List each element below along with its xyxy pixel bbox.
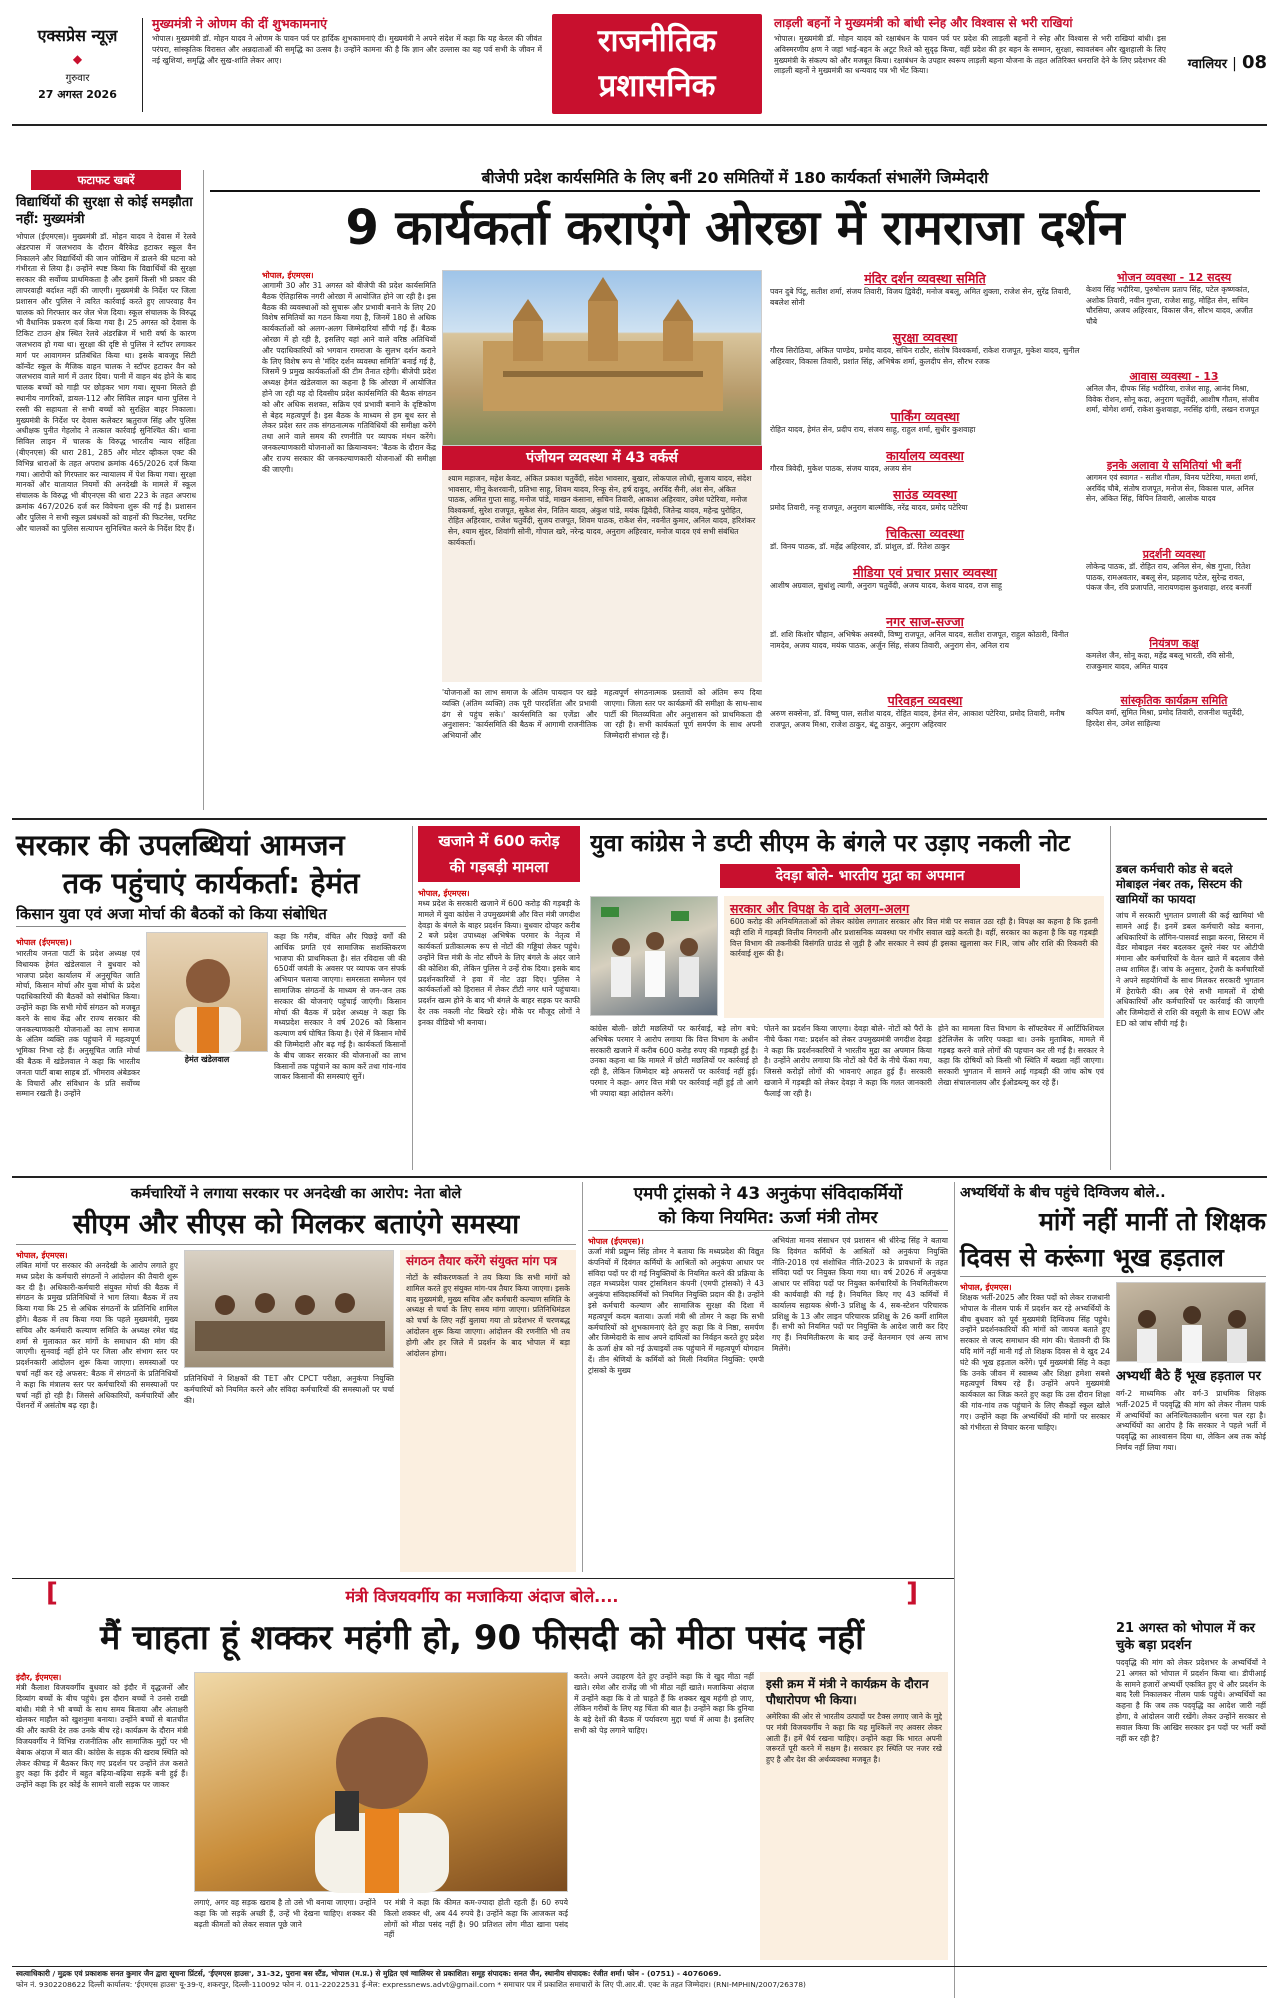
- media-title: मीडिया एवं प्रचार प्रसार व्यवस्था: [852, 565, 998, 580]
- khajane-label-2: की गड़बड़ी मामला: [449, 858, 549, 876]
- karmachari-joint-demand-box: [400, 1250, 576, 1572]
- mandir-title: मंदिर दर्शन व्यवस्था समिति: [864, 271, 986, 286]
- fatafat-body: भोपाल (ईएमएस)। मुख्यमंत्री डॉ. मोहन यादव ने देवास में रेलवे अंडरपास में जलभराव के दौरान बैरिकेड हटाकर स्कूल वैन निकालने और विद्यार्थियों की जान जोखिम में डालने की घटना को गंभीरता से लिया है। उन्होंने स्पष्ट किया कि विद्यार्थियों की सुरक्षा सरकार की सर्वोच्च प्राथमिकता है और इसमें किसी भी प्रकार की लापरवाही बर्दाश्त नहीं की जाएगी। मुख्यमंत्री के निर्देश पर जिला प्रशासन और पुलिस ने त्वरित कार्रवाई करते हुए लापरवाह वैन चालक को गिरफ्तार कर जेल भेज दिया। स्कूल संचालक के विरुद्ध भी वैधानिक प्रकरण दर्ज किया गया है। 25 अगस्त को देवास के टिकिट टाउन क्षेत्र स्थित रेलवे अंडरब्रिज में भारी वर्षा के कारण जलभराव हो गया था। सुरक्षा की दृष्टि से पुलिस ने स्टॉपर लगाकर मार्ग पर आवागमन प्रतिबंधित किया था। इसके बावजूद सिटी कॉन्वेंट स्कूल के मैजिक वाहन चालक ने स्टॉपर हटाकर वैन को जलभराव वाले मार्ग में उतार दिया। पानी में वाहन बंद होने के बाद चालक बच्चों को गाड़ी पर छोड़कर भाग गया। सूचना मिलते ही स्थानीय नागरिकों, डायल-112 और सिविल लाइन थाना पुलिस ने रस्सी की सहायता से सभी बच्चों को सुरक्षित बाहर निकाला। मुख्यमंत्री के निर्देश पर देवास कलेक्टर ऋतुराज सिंह और पुलिस अधीक्षक पुनीत गेहलोद ने तत्काल कार्रवाई सुनिश्चित की। थाना सिविल लाइन में चालक के विरुद्ध भारतीय न्याय संहिता (बीएनएस) की धारा 281, 285 और मोटर व्हीकल एक्ट की विभिन्न धाराओं के तहत अपराध क्रमांक 465/2026 दर्ज किया गया। आरोपी को गिरफ्तार कर न्यायालय में पेश किया गया। सुरक्षा मानकों और यातायात नियमों की अनदेखी के मामले में स्कूल संचालक के विरुद्ध भी बीएनएस की धारा 223 के तहत अपराध क्रमांक 467/2026 दर्ज कर विवेचना शुरू की गई है। प्रशासन और पुलिस ने सभी स्कूल प्रबंधकों को वाहनों की फिटनेस, परमिट और चालकों का पुलिस सत्यापन सुनिश्चित करने के निर्देश दिए हैं।: [16, 232, 196, 533]
- person-portrait: [147, 933, 269, 1053]
- congress-claims-box: [724, 896, 1104, 1018]
- digvijay-headline-1: मांगें नहीं मानीं तो शिक्षक: [1038, 1207, 1266, 1236]
- karmachari-body: लंबित मांगों पर सरकार की अनदेखी के आरोप लगाते हुए मध्य प्रदेश के कर्मचारी संगठनों ने आंदोलन की तैयारी शुरू कर दी है। अधिकारी-कर्मचारी संयुक्त मोर्चा की बैठक में संगठन के प्रमुख प्रतिनिधियों ने भाग लिया। बैठक में तय किया गया कि 25 से अधिक संगठनों के प्रतिनिधि शामिल होंगे। बैठक में तय किया गया कि पहले मुख्यमंत्री, मुख्य सचिव और कर्मचारी कल्याण समिति के अध्यक्ष रमेश चंद्र शर्मा से मुलाकात कर मांगों के समाधान की मांग की जाएगी। सुनवाई नहीं होने पर जिला और संभाग स्तर पर प्रदर्शनकारी आंदोलन शुरू किया जाएगा। समस्याओं पर चर्चा नहीं कर रहे अफसर: बैठक में संगठनों के प्रतिनिधियों ने कहा कि मंत्रालय स्तर पर कर्मचारियों की समस्याओं पर चर्चा नहीं हो रही है। जिससे अधिकारियों, कर्मचारियों और पेंशनरों में असंतोष बढ़ रहा है।: [16, 1261, 178, 1411]
- karmachari-box-title: संगठन तैयार करेंगे संयुक्त मांग पत्र: [406, 1254, 557, 1268]
- speaker-portrait: [195, 1673, 569, 1893]
- digvijay-col1: [960, 1282, 1110, 1892]
- karmachari-headline: सीएम और सीएस को मिलकर बताएंगे समस्या: [16, 1206, 576, 1245]
- committees-middle: [770, 270, 1080, 810]
- vijayvargiya-photo: [194, 1672, 568, 1892]
- congress-box-body: 600 करोड़ की अनियमितताओं को लेकर कांग्रेस लगातार सरकार और वित्त मंत्री पर सवाल उठा रही है। विपक्ष का कहना है कि इतनी बड़ी राशि में गड़बड़ी वित्तीय निगरानी और प्रशासनिक व्यवस्था पर गंभीर सवाल खड़े करती है। वहीं, सरकार का कहना है कि यह गड़बड़ी वित्त विभाग की तकनीकी विसंगति ग्राउंड से जुड़ी है और सरकार ने स्वयं ही इसका खुलासा कर FIR, जांच और राशि की रिकवरी की कार्रवाई शुरू की है।: [730, 917, 1098, 959]
- lead-col1-body: आगामी 30 और 31 अगस्त को बीजेपी की प्रदेश कार्यसमिति बैठक ऐतिहासिक नगरी ओरछा में आयोजित होने जा रही है। इस बैठक की व्यवस्थाओं को सुचारू और प्रभावी बनाने के लिए 20 विशेष समितियों का गठन किया गया है, जिनमें 180 से अधिक कार्यकर्ताओं को अलग-अलग जिम्मेदारियां सौंपी गई हैं। बैठक ओरछा में हो रही है, इसलिए यहां आने वाले वरिष्ठ अतिथियों और पदाधिकारियों को भगवान रामराजा के सुलभ दर्शन कराने के लिए विशेष रूप से 'मंदिर दर्शन व्यवस्था समिति' बनाई गई है, जिसमें 9 प्रमुख कार्यकर्ताओं की टीम तैनात रहेगी। बीजेपी प्रदेश अध्यक्ष हेमंत खंडेलवाल का कहना है कि ओरछा में आयोजित होने जा रही यह दो दिवसीय प्रदेश कार्यसमिति की बैठक संगठन को और अधिक सशक्त, सक्रिय एवं प्रभावी बनाने के दृष्टिकोण से बेहद महत्वपूर्ण है। इस बैठक के माध्यम से हम बूथ स्तर से लेकर प्रदेश स्तर तक संगठनात्मक गतिविधियों की समीक्षा करेंगे तथा आने वाले समय की रणनीति पर व्यापक मंथन करेंगे। जनकल्याणकारी योजनाओं का क्रियान्वयन: 'बैठक के दौरान केंद्र और राज्य सरकार की जनकल्याणकारी योजनाओं की समीक्षा की जाएगी।: [262, 281, 436, 474]
- bhojan-body: केशव सिंह भदौरिया, पुरुषोत्तम प्रताप सिंह, पटेल कृष्णकांत, अशोक तिवारी, नवीन गुप्ता, राजेश साहू, मोहित सेन, सचिन चौरसिया, अजय अहिरवार, विकास जैन, सौरभ यादव, अजीत चौबे: [1086, 285, 1253, 326]
- hemant-body-2: कहा कि गरीब, वंचित और पिछड़े वर्गों की आर्थिक प्रगति एवं सामाजिक सशक्तिकरण भाजपा की प्राथमिकता है। संत रविदास जी की 650वीं जयंती के अवसर पर व्यापक जन संपर्क अभियान चलाया जाएगा। समरसता सम्मेलन एवं सामाजिक संगठनों के माध्यम से जन-जन तक सरकार की योजनाएं पहुंचाई जाएंगी। किसान मोर्चा की बैठक में प्रदेश अध्यक्ष ने कहा कि मध्यप्रदेश सरकार ने वर्ष 2026 को किसान कल्याण वर्ष घोषित किया है। ऐसे में किसान मोर्चे की जिम्मेदारी और बढ़ गई है। कार्यकर्ता किसानों के बीच जाकर सरकार की योजनाओं का लाभ किसानों तक पहुंचाने का काम करें तथा गांव-गांव जाकर किसानों की समस्याएं सुनें।: [274, 932, 406, 1082]
- sanskritik-body: कपिल वर्मा, सुमित मिश्रा, प्रमोद तिवारी, राजनीश चतुर्वेदी, हिरदेश सेन, उमेश साहिल्या: [1086, 708, 1245, 728]
- karmachari-box-body: नोटों के स्वीकरणकर्ता ने तय किया कि सभी मांगों को शामिल करते हुए संयुक्त मांग-पत्र तैयार किया जाएगा। इसके बाद मुख्यमंत्री, मुख्य सचिव और कर्मचारी कल्याण समिति के अध्यक्ष से चर्चा के लिए समय मांगा जाएगा। प्रतिनिधिमंडल को चर्चा के लिए नहीं बुलाया गया तो प्रदेशभर में चरणबद्ध आंदोलन शुरू किया जाएगा। आंदोलन की रणनीति भी तय होगी और हर जिले में प्रदर्शन के बाद भोपाल में बड़ा आंदोलन होगा।: [406, 1273, 570, 1358]
- digvijay-dateline: भोपाल, ईएमएस।: [960, 1283, 1012, 1292]
- digvijay-protest-photo: [1116, 1282, 1266, 1362]
- vijay-headline: मैं चाहता हूं शक्कर महंगी हो, 90 फीसदी को मीठा पसंद नहीं: [100, 1618, 864, 1658]
- double-code-story: [1116, 862, 1264, 1170]
- double-code-body: जांच में सरकारी भुगतान प्रणाली की कई खामियां भी सामने आई हैं। इनमें डबल कर्मचारी कोड बनाना, अधिकारियों के लॉगिन-पासवर्ड साझा करना, सिस्टम में वेंडर मोबाइल नंबर बदलकर दूसरे नंबर पर ओटीपी मंगाना और कर्मचारियों के वेतन खाते में बदलाव जैसे तथ्य शामिल हैं। जांच के अनुसार, ट्रेजरी के कर्मचारियों ने अपने सहयोगियों के साथ मिलकर सरकारी भुगतान में हेराफेरी की। अब ऐसे सभी मामलों में दोषी अधिकारियों और कर्मचारियों पर कार्रवाई की जाएगी और जिम्मेदारों से राशि की वसूली के साथ EOW और ED को जांच सौंपी गई है।: [1116, 911, 1264, 1028]
- protest-photo: [590, 896, 718, 1016]
- hunger-strike-title: अभ्यर्थी बैठे हैं भूख हड़ताल पर: [1116, 1369, 1261, 1384]
- congress-band: देवड़ा बोले- भारतीय मुद्रा का अपमान: [720, 864, 1020, 888]
- footer-imprint: [16, 1968, 1264, 2004]
- sound-title: साउंड व्यवस्था: [893, 487, 957, 502]
- karmachari-photo-caption: प्रतिनिधियों ने शिक्षकों की TET और CPCT परीक्षा, अनुकंपा नियुक्ति कर्मचारियों को नियमित करने और संविदा कर्मचारियों की समस्याओं पर चर्चा की।: [184, 1374, 394, 1405]
- digvijay-story: [960, 1182, 1266, 1992]
- chikitsa-body: डॉ. विनय पाठक, डॉ. महेंद्र अहिरवार, डॉ. प्रांशुल, डॉ. रितेश ठाकुर: [770, 542, 950, 551]
- hemant-photo-name: हेमंत खंडेलवाल: [184, 1055, 230, 1064]
- lead-headline: 9 कार्यकर्ता कराएंगे ओरछा में रामराजा दर्शन: [345, 200, 1125, 256]
- mptransco-body: ऊर्जा मंत्री प्रद्युम्न सिंह तोमर ने बताया कि मध्यप्रदेश की विद्युत कंपनियों में दिवंगत कर्मियों के आश्रितों को अनुकंपा आधार पर संविदा पदों पर दी गई नियुक्तियों के नियमित करने की प्रक्रिया के तहत मध्यप्रदेश पावर ट्रांसमिशन कंपनी (एमपी ट्रांसको) ने 43 अनुकंपा संविदाकर्मियों को नियमित नियुक्ति प्रदान की है। उन्होंने इसे कर्मचारी कल्याण और सामाजिक सुरक्षा की दिशा में महत्वपूर्ण कदम बताया। ऊर्जा मंत्री श्री तोमर ने कहा कि सभी कर्मचारियों को शुभकामनाएं देते हुए कहा कि वे निष्ठा, समर्पण और जिम्मेदारी के साथ अपने दायित्वों का निर्वहन करते हुए प्रदेश के ऊर्जा क्षेत्र को नई ऊंचाइयों तक पहुंचाने में महत्वपूर्ण योगदान दें। तीन श्रेणियों के कर्मियों को मिली नियमित नियुक्ति: एमपी ट्रांसको के मुख्य: [588, 1247, 764, 1375]
- anya-body: आगमन एवं स्वागत - सतीश गौतम, विनय पटेरिया, ममता शर्मा, अरविंद चौबे, संतोष राजपूत, मनोज सेन, विकास पाल, अनिल सेन, अंकित सिंह, विपिन तिवारी, आलोक यादव: [1086, 473, 1258, 504]
- chikitsa-title: चिकित्सा व्यवस्था: [886, 526, 964, 541]
- mptransco-col1: [588, 1236, 764, 1572]
- issue-date: 27 अगस्त 2026: [38, 88, 117, 101]
- bhopal-protest-body: पदवृद्धि की मांग को लेकर प्रदेशभर के अभ्यर्थियों ने 21 अगस्त को भोपाल में प्रदर्शन किया था। डीपीआई के सामने हजारों अभ्यर्थी एकत्रित हुए थे और प्रदर्शन के बाद रैली निकालकर नीलम पार्क पहुंचे। अभ्यर्थियों का कहना है कि जब तक पदवृद्धि का आदेश जारी नहीं होगा, वे आंदोलन जारी रखेंगे। लेकर उन्होंने सरकार से सवाल किया कि आखिर सरकार इन पदों पर भर्ती क्यों नहीं कर रही है?: [1116, 1658, 1266, 1743]
- sanskritik-title: सांस्कृतिक कार्यक्रम समिति: [1120, 694, 1228, 707]
- bhopal-protest-title: 21 अगस्त को भोपाल में कर चुके बड़ा प्रदर्शन: [1116, 1621, 1255, 1653]
- temple-illustration: [443, 271, 763, 447]
- mandir-body: पवन दुबे पिंटू, सतीश शर्मा, संजय तिवारी, विजय द्विवेदी, मनोज बबलू, अमित शुक्ला, राजेश सेन, सुरेंद्र तिवारी, बबलेश सोनी: [770, 287, 1072, 307]
- digvijay-kicker: अभ्यर्थियों के बीच पहुंचे दिग्विजय बोले..: [960, 1185, 1166, 1201]
- parking-body: रोहित यादव, हेमंत सेन, प्रदीप राय, संजय साहू, राहुल शर्मा, सुधीर कुशवाहा: [770, 425, 976, 434]
- karmachari-col1: [16, 1250, 178, 1572]
- top-right-story: [774, 16, 1166, 112]
- vijay-body-2: लगाएं, अगर वह सड़क खराब है तो उसे भी बनाया जाएगा। उन्होंने कहा कि जो सड़कें अच्छी हैं, उन्हें भी देखना चाहिए। शक्कर की बढ़ती कीमतों को लेकर सवाल पूछे जाने: [194, 1898, 376, 1929]
- hemant-subhead: किसान युवा एवं अजा मोर्चा की बैठकों को किया संबोधित: [16, 902, 406, 927]
- congress-col2: पोतने का प्रदर्शन किया जाएगा। देवड़ा बोले- नोटों को पैरों के नीचे फेंका गया: प्रदर्शन को लेकर उपमुख्यमंत्री जगदीश देवड़ा ने कहा कि प्रदर्शनकारियों ने भारतीय मुद्रा का अपमान किया है। उन्होंने आरोप लगाया कि नोटों को पैरों के नीचे फेंका गया, जिससे करोड़ों लोगों की भावनाएं आहत हुई हैं। सरकारी खजाने में गड़बड़ी को लेकर देवड़ा ने कहा कि गलत जानकारी फैलाई जा रही है।: [764, 1024, 932, 1098]
- khajane-label: [418, 826, 580, 882]
- lead-dateline: भोपाल, ईएमएस।: [262, 271, 314, 280]
- fatafat-headline: विद्यार्थियों की सुरक्षा से कोई समझौता नहीं: मुख्यमंत्री: [16, 195, 193, 227]
- anya-title: इनके अलावा ये समितियां भी बनीं: [1106, 459, 1242, 472]
- city-name: ग्वालियर: [1187, 57, 1228, 72]
- bracket-left: [: [46, 1578, 58, 1608]
- meeting-illustration: [185, 1251, 395, 1369]
- parking-title: पार्किंग व्यवस्था: [890, 409, 960, 424]
- vijay-body-1: मंत्री कैलाश विजयवर्गीय बुधवार को इंदौर में वृद्धजनों और दिव्यांग बच्चों के बीच पहुंचे। इस दौरान बच्चों ने उनसे राखी बांधी। मंत्री ने भी बच्चों के साथ समय बिताया और अंताक्षरी खेलकर माहौल को खुशनुमा बनाया। उन्होंने बच्चों से बातचीत की और काफी देर तक उनके बीच रहे। कार्यक्रम के दौरान मंत्री विजयवर्गीय ने विभिन्न राजनीतिक और सामाजिक मुद्दों पर भी बेबाक अंदाज में बात की। कांग्रेस के सड़क की खराब स्थिति को लेकर कीचड़ में बैठकर किए गए प्रदर्शन पर उन्होंने तंज कसते हुए कहा कि इंदौर में बहुत बढ़िया-बढ़िया सड़कें बनी हुई हैं। उन्होंने कहा कि हर कोई के सामने वाली सड़क पर जाकर: [16, 1683, 188, 1790]
- niyantran-body: कमलेश जैन, सोनू कदा, महेंद्र बबलू भारती, रवि सोनी, राजकुमार यादव, अमित यादव: [1086, 651, 1235, 671]
- khajane-dateline: भोपाल, ईएमएस।: [418, 889, 470, 898]
- parivahan-title: परिवहन व्यवस्था: [887, 693, 963, 708]
- pradarshani-body: लोकेन्द्र पाठक, डॉ. रोहित राय, अनिल सेन, श्रेष्ठ गुप्ता, रितेश पाठक, रामअवतार, बबलू सेन, प्रहलाद पटेल, सुरेन्द्र रावत, पंकज जैन, रवि प्रजापति, नारायणदास कुशवाहा, शरद बनर्जी: [1086, 562, 1252, 593]
- khajane-story: [418, 888, 580, 1170]
- niyantran-title: नियंत्रण कक्ष: [1149, 637, 1199, 650]
- lead-kicker: बीजेपी प्रदेश कार्यसमिति के लिए बनीं 20 समितियों में 180 कार्यकर्ता संभालेंगे जिम्मेदारी: [210, 166, 1260, 192]
- digvijay-headline-2: दिवस से करूंगा भूख हड़ताल: [960, 1240, 1266, 1277]
- mptransco-story: [588, 1182, 948, 1572]
- lead-col3: महत्वपूर्ण संगठनात्मक प्रस्तावों को अंतिम रूप दिया जाएगा। जिला स्तर पर कार्यक्रमों की समीक्षा के साथ-साथ पार्टी की मितव्ययिता और अनुशासन को प्राथमिकता दी जा रही है। सभी कार्यकर्ता पूर्ण समर्पण के साथ अपनी जिम्मेदारी संभाल रहे हैं।: [604, 688, 762, 741]
- lead-col2: 'योजनाओं का लाभ समाज के अंतिम पायदान पर खड़े व्यक्ति (अंतिम व्यक्ति) तक पूरी पारदर्शिता और प्रभावी ढंग से पहुंच सके।' कार्यसमिति का एजेंडा और अनुशासन: 'कार्यसमिति की बैठक में आगामी राजनीतिक अभियानों और: [442, 688, 597, 741]
- hunger-strike-box: [1116, 1368, 1266, 1614]
- top-right-headline: लाड़ली बहनों ने मुख्यमंत्री को बांधी स्नेह और विश्वास से भरी राखियां: [774, 16, 1073, 30]
- panjiyan-list-box: [442, 470, 762, 682]
- bhojan-title: भोजन व्यवस्था - 12 सदस्य: [1116, 271, 1232, 284]
- media-body: आशीष अग्रवाल, सुधांशु त्यागी, अनुराग चतुर्वेदी, अजय यादव, केशव यादव, राज साहू: [770, 581, 1002, 590]
- pradarshani-title: प्रदर्शनी व्यवस्था: [1142, 548, 1206, 561]
- sound-body: प्रमोद तिवारी, नन्हू राजपूत, अनुराग बाल्मीकि, नरेंद्र यादव, प्रमोद पटेरिया: [770, 503, 968, 512]
- khajane-label-1: खजाने में 600 करोड़: [438, 832, 560, 850]
- panjiyan-caption: पंजीयन व्यवस्था में 43 वर्कर्स: [442, 446, 762, 470]
- hemant-body-1: भारतीय जनता पार्टी के प्रदेश अध्यक्ष एवं विधायक हेमंत खंडेलवाल ने बुधवार को भाजपा प्रदेश कार्यालय में अनुसूचित जाति मोर्चा, किसान मोर्चा और युवा मोर्चा के प्रदेश पदाधिकारियों की बैठकों को संबोधित किया। उन्होंने कहा कि सभी मोर्चे संगठन को मजबूत करने के साथ केंद्र और राज्य सरकार की जनकल्याणकारी योजनाओं का लाभ समाज के अंतिम व्यक्ति तक पहुंचाने में महत्वपूर्ण भूमिका निभा रहे हैं। अनुसूचित जाति मोर्चा की बैठक में खंडेलवाल ने कहा कि भारतीय जनता पार्टी बाबा साहब डॉ. भीमराव अंबेडकर के विचारों और संविधान के प्रति सर्वोच्च सम्मान रखती है। उन्होंने: [16, 949, 140, 1099]
- page-divider: |: [1232, 56, 1237, 72]
- lead-col1: [262, 270, 436, 810]
- orchha-temple-photo: [442, 270, 762, 446]
- page-number: 08: [1241, 52, 1267, 73]
- mptransco-headline-2: को किया नियमित: ऊर्जा मंत्री तोमर: [588, 1206, 948, 1231]
- hemant-headline-1: सरकार की उपलब्धियां आमजन: [16, 828, 345, 862]
- logo-diamond-icon: ◆: [72, 52, 83, 66]
- mptransco-dateline: भोपाल (ईएमएस)।: [588, 1237, 644, 1246]
- paper-name: एक्सप्रेस न्यूज़: [37, 26, 118, 45]
- crowd-illustration: [1117, 1283, 1267, 1363]
- vijay-dateline: इंदौर, ईएमएस।: [16, 1673, 62, 1682]
- hemant-headline-2: तक पहुंचाएं कार्यकर्ता: हेमंत: [62, 866, 360, 900]
- hemant-photo: [146, 932, 268, 1052]
- top-left-story: [152, 16, 542, 112]
- karmachari-story: [16, 1182, 576, 1572]
- congress-box-title: सरकार और विपक्ष के दावे अलग-अलग: [730, 901, 910, 916]
- bracket-right: ]: [906, 1578, 918, 1608]
- awas-title: आवास व्यवस्था - 13: [1129, 370, 1219, 383]
- awas-body: अनिल जैन, दीपक सिंह भदौरिया, राजेश साहू, आनंद मिश्रा, विवेक रोशन, सोनू कदा, अनुराग चतुर्वेदी, आशीष गौतम, संजीव शर्मा, योगेश शर्मा, राकेश कुशवाहा, नरसिंह दांगी, लखन राजपूत: [1086, 384, 1259, 415]
- congress-col3: होने का मामला वित्त विभाग के सॉफ्टवेयर में आर्टिफिशियल इंटेलिजेंस के जरिए पकड़ा था। उनके मुताबिक, मामले में गड़बड़ करने वाले लोगों की पहचान कर ली गई है। सरकार ने कहा कि दोषियों को किसी भी स्थिति में बख्शा नहीं जाएगा। सरकारी भुगतान में सामने आई गड़बड़ी की जांच कोष एवं लेखा संचालनालय और ईओडब्ल्यू कर रहे हैं।: [938, 1024, 1104, 1087]
- vijay-kicker: [16, 1578, 948, 1610]
- parivahan-body: अरुण सक्सेना, डॉ. विष्णु पाल, सतीश यादव, रोहित यादव, हेमंत सेन, आकाश पटेरिया, प्रमोद तिवारी, मनीष राजपूत, अजय मिश्रा, राजेश ठाकुर, बंटू ठाकुर, अनुराग अहिरवार: [770, 709, 1065, 729]
- top-left-body: भोपाल। मुख्यमंत्री डॉ. मोहन यादव ने ओणम के पावन पर्व पर हार्दिक शुभकामनाएं दी। मुख्यमंत्री ने अपने संदेश में कहा कि यह केरल की जीवंत परंपरा, सांस्कृतिक विरासत और अन्नदाताओं की समृद्धि का उत्सव है। उन्होंने कामना की है कि ज्ञान और उल्लास का यह पर्व सभी के जीवन में नई खुशियां, समृद्धि और सुख-शांति लेकर आए।: [152, 34, 542, 65]
- hemant-col1: [16, 930, 140, 1170]
- plantation-body: अमेरिका की ओर से भारतीय उत्पादों पर टैक्स लगाए जाने के मुद्दे पर मंत्री विजयवर्गीय ने कहा कि यह मुश्किलें नए अवसर लेकर आती हैं। हमें धैर्य रखना चाहिए। उन्होंने कहा कि भारत अपनी जरूरतें पूरी करने में सक्षम है। सरकार हर स्थिति पर नजर रखे हुए है और देश की अर्थव्यवस्था मजबूत है।: [766, 1712, 942, 1765]
- karmachari-meeting-photo: [184, 1250, 394, 1368]
- vijay-col1: [16, 1672, 188, 1960]
- footer-contact-line: फोन नं. 9302208622 दिल्ली कार्यालय: 'ईएमएस हाउस' यू-39-ए, शकरपुर, दिल्ली-110092 फोन नं. 011-22022531 ई-मेल: expressnews.advt@gmail.com * समाचार पत्र में प्रकाशित समाचारों के लिए पी.आर.बी. एक्ट के तहत जिम्मेदार। (RNI-MPHIN/2007/26378): [16, 1980, 806, 1989]
- suraksha-body: गौरव सिरोठिया, अंकित पाण्डेय, प्रमोद यादव, सचिन राठौर, संतोष विश्वकर्मा, राकेश राजपूत, मुकेश यादव, सुनील अहिरवार, विकास तिवारी, प्रशांत सिंह, अभिषेक शर्मा, कुलदीप सेन, सौरभ रजक: [770, 346, 1080, 366]
- footer-imprint-line: स्वत्वाधिकारी / मुद्रक एवं प्रकाशक सनत कुमार जैन द्वारा सूचना प्रिंटर्स, 'ईएमएस हाउस', 31-32, पुराना बस स्टैंड, भोपाल (म.प्र.) से मुद्रित एवं ग्वालियर से प्रकाशित। समूह संपादक: सनत जैन, स्थानीय संपादक: रंजीत शर्मा। फोन - (0751) - 4076069.: [16, 1969, 722, 1978]
- congress-col1: कांग्रेस बोली- छोटी मछलियों पर कार्रवाई, बड़े लोग बचे: अभिषेक परमार ने आरोप लगाया कि वित्त विभाग के अधीन सरकारी खजाने में करीब 600 करोड़ रुपए की गड़बड़ी हुई है। उनका कहना था कि मामले में छोटी मछलियों पर कार्रवाई हो रही है, लेकिन जिम्मेदार बड़े अफसरों पर कार्रवाई नहीं हुई। परमार ने कहा- अगर वित्त मंत्री पर कार्रवाई नहीं हुई तो आगे भी ज्यादा बड़ा आंदोलन करेंगे।: [590, 1024, 758, 1098]
- committees-right: [1086, 270, 1262, 810]
- plantation-box: [760, 1672, 948, 1960]
- digvijay-body: शिक्षक भर्ती-2025 और रिक्त पदों को लेकर राजधानी भोपाल के नीलम पार्क में प्रदर्शन कर रहे अभ्यर्थियों के बीच बुधवार को पूर्व मुख्यमंत्री दिग्विजय सिंह पहुंचे। उन्होंने प्रदर्शनकारियों की मांगों को जायज बताते हुए सरकार से जल्द समाधान की मांग की। चेतावनी दी कि यदि मांगें नहीं मानी गईं तो शिक्षक दिवस से वे खुद 24 घंटे की भूख हड़ताल करेंगे। पूर्व मुख्यमंत्री सिंह ने कहा कि उनके जीवन में स्वास्थ्य और शिक्षा हमेशा सबसे महत्वपूर्ण विषय रहे हैं। उन्होंने अपने मुख्यमंत्री कार्यकाल का जिक्र करते हुए कहा कि उस दौरान शिक्षा की गांव-गांव तक पहुंचाने के लिए सैकड़ों स्कूल खोले गए। उन्होंने कहा कि अभ्यर्थियों की मांगों पर सरकार को गंभीरता से विचार करना चाहिए।: [960, 1293, 1110, 1432]
- panjiyan-list: श्याम महाजन, महेश केवट, अंकित प्रकाश चतुर्वेदी, संदेश भावसार, बुखार, लोकपाल लोधी, सुजाय यादव, संदेश भावसार, मीनू केशरवानी, प्रतिभा साहू, शिवम यादव, रिन्कू सेन, हर्ष दावुद, अरविंद सैनी, अंश सेन, अंकित पाठक, अमित गुप्ता साहू, मनोज पांडे, माखन कंसाना, सचिन तिवारी, आकाश अहिरवार, उमेश पटेरिया, मनोज विश्वकर्मा, सुरेश राजपूत, सुकेश सेन, नितिन यादव, अंकुश पांडे, मयंक द्विवेदी, जितेन्द्र यादव, महेन्द्र पुरोहित, रोहित अहिरवार, राजेश चतुर्वेदी, सुजय राजपूत, शिवम पाठक, राकेश सेन, नवनीत कुमार, अनिल यादव, हरिशंकर सेन, श्याम सुंदर, शिवांगी सोनी, गोपाल खरे, नरेन्द्र यादव, अनुराग अहिरवार, मनोज यादव एवं सभी संबंधित कार्यकर्ता।: [448, 474, 756, 547]
- hunger-strike-body: वर्ग-2 माध्यमिक और वर्ग-3 प्राथमिक शिक्षक भर्ती-2025 में पदवृद्धि की मांग को लेकर नीलम पार्क में अभ्यर्थियों का अनिश्चितकालीन धरना चल रहा है। अभ्यर्थियों का आरोप है कि सरकार ने पहले भर्ती में पदवृद्धि का आश्वासन दिया था, लेकिन अब तक कोई निर्णय नहीं लिया गया।: [1116, 1389, 1266, 1452]
- bhopal-protest-box: [1116, 1620, 1266, 1992]
- section-banner: [552, 14, 762, 114]
- vijay-body-4: करते। अपने उदाहरण देते हुए उन्होंने कहा कि वे खुद मीठा नहीं खाते। रमेश और राजेंद्र जी भी मीठा नहीं खाते। मजाकिया अंदाज में उन्होंने कहा कि वे तो चाहते हैं कि शक्कर खूब महंगी हो जाए, लेकिन गरीबों के लिए यह चिंता की बात है। उन्होंने कहा कि दुनिया के बड़े देशों की बैठक में पर्यावरण मुद्दा चर्चा में आया है। इसलिए सभी को पेड़ लगाने चाहिए।: [574, 1672, 754, 1735]
- top-left-headline: मुख्यमंत्री ने ओणम की दीं शुभकामनाएं: [152, 16, 328, 31]
- hemant-story: [16, 826, 406, 1170]
- top-right-body: भोपाल। मुख्यमंत्री डॉ. मोहन यादव को रक्षाबंधन के पावन पर्व पर प्रदेश की लाड़ली बहनों ने स्नेह और विश्वास से भरी राखियां बांधी। इस अविस्मरणीय क्षण ने जहां भाई-बहन के अटूट रिश्ते को सुदृढ़ किया, वहीं प्रदेश की हर बहन के सम्मान, सुरक्षा, स्वावलंबन और खुशहाली के लिए मुख्यमंत्री के संकल्प को और मजबूत किया। रक्षाबंधन के उपहार स्वरूप लाड़ली बहना योजना के तहत अतिरिक्त धनराशि देने के लिए प्रदेशभर की लाड़ली बहनों ने मुख्यमंत्री का धन्यवाद पत्र भी भेंट किया।: [774, 34, 1166, 76]
- city-page: [1172, 52, 1267, 82]
- plantation-title: इसी क्रम में मंत्री ने कार्यक्रम के दौरान पौधारोपण भी किया।: [766, 1677, 929, 1707]
- suraksha-title: सुरक्षा व्यवस्था: [892, 330, 958, 345]
- mptransco-body-2: अभियंता मानव संसाधन एवं प्रशासन श्री धीरेन्द्र सिंह ने बताया कि दिवंगत कर्मियों के आश्रितों को अनुकंपा नियुक्ति नीति-2018 एवं संशोधित नीति-2023 के प्रावधानों के तहत संविदा पदों पर नियुक्त किया गया था। वर्ष 2026 में अनुकंपा आधार पर संविदा पदों पर नियुक्त कर्मचारियों के नियमितीकरण की कार्यवाही की गई है। नियमित किए गए 43 कर्मियों में कार्यालय सहायक श्रेणी-3 प्रशिक्षु के 4, सब-स्टेशन परिचारक प्रशिक्षु के 13 और लाइन परिचारक प्रशिक्षु के 26 कर्मी शामिल हैं। सभी को नियमित पदों पर नियुक्ति के आदेश जारी कर दिए गए हैं। नियमितीकरण के बाद उन्हें वेतनमान एवं अन्य लाभ मिलेंगे।: [772, 1236, 948, 1353]
- karmachari-dateline: भोपाल, ईएमएस।: [16, 1251, 68, 1260]
- hemant-dateline: भोपाल (ईएमएस)।: [16, 938, 72, 947]
- nagar-body: डॉ. शशि किशोर चौहान, अभिषेक अवस्थी, विष्णु राजपूत, अनिल यादव, सतीश राजपूत, राहुल कोठारी, विनीत नामदेव, अजय यादव, मयंक पाठक, अर्जुन सिंह, संजय तिवारी, अनुराग सेन, अनिल राय: [770, 630, 1069, 650]
- mptransco-headline-1: एमपी ट्रांसको ने 43 अनुकंपा संविदाकर्मियों: [633, 1184, 903, 1204]
- karyalaya-body: गौरव त्रिवेदी, मुकेश पाठक, संजय यादव, अजय सेन: [770, 464, 912, 473]
- issue-day: गुरुवार: [65, 73, 90, 84]
- nagar-title: नगर साज-सज्जा: [886, 614, 964, 629]
- karyalaya-title: कार्यालय व्यवस्था: [886, 448, 964, 463]
- section-title-1: राजनीतिक: [597, 23, 717, 59]
- vijay-kicker-text: मंत्री विजयवर्गीय का मजाकिया अंदाज बोले....: [345, 1587, 619, 1606]
- karmachari-kicker: कर्मचारियों ने लगाया सरकार पर अनदेखी का आरोप: नेता बोले: [130, 1186, 462, 1202]
- paper-logo-box: [20, 18, 135, 110]
- section-title-2: प्रशासनिक: [598, 68, 716, 104]
- khajane-body: मध्य प्रदेश के सरकारी खजाने में 600 करोड़ की गड़बड़ी के मामले में युवा कांग्रेस ने उपमुख्यमंत्री और वित्त मंत्री जगदीश देवड़ा के बंगले के बाहर प्रदर्शन किया। बुधवार दोपहर करीब 2 बजे प्रदेश उपाध्यक्ष अभिषेक परमार के नेतृत्व में कार्यकर्ता प्रतीकात्मक रूप से नोटों की गड्डियां लेकर पहुंचे। उन्होंने वित्त मंत्री के नोट सौंपने के लिए बंगले के अंदर जाने की कोशिश की, लेकिन पुलिस ने उन्हें रोक दिया। इसके बाद प्रदर्शनकारियों ने हवा में नोट उड़ा दिए। पुलिस ने कार्यकर्ताओं को हिरासत में लेकर टीटी नगर थाने पहुंचाया। प्रदर्शन खत्म होने के बाद भी बंगले के बाहर सड़क पर काफी देर तक नकली नोट बिखरे रहे। मौके पर मौजूद लोगों ने इनका वीडियो भी बनाया।: [418, 899, 580, 1027]
- protest-crowd: [591, 897, 719, 1017]
- fatafat-label: फटाफट खबरें: [31, 170, 181, 190]
- vijay-body-3: पर मंत्री ने कहा कि कीमत कम-ज्यादा होती रहती हैं। 60 रुपये किलो शक्कर थी, अब 44 रुपये है। उन्होंने कहा कि आजकल कई लोगों को मीठा पसंद नहीं है। 90 प्रतिशत लोग मीठा खाना पसंद नहीं: [384, 1898, 568, 1940]
- fatafat-section: [16, 170, 196, 810]
- double-code-headline: डबल कर्मचारी कोड से बदले मोबाइल नंबर तक, सिस्टम की खामियों का फायदा: [1116, 862, 1242, 906]
- masthead: [12, 12, 1267, 120]
- congress-headline: युवा कांग्रेस ने डप्टी सीएम के बंगले पर उड़ाए नकली नोट: [590, 829, 1070, 857]
